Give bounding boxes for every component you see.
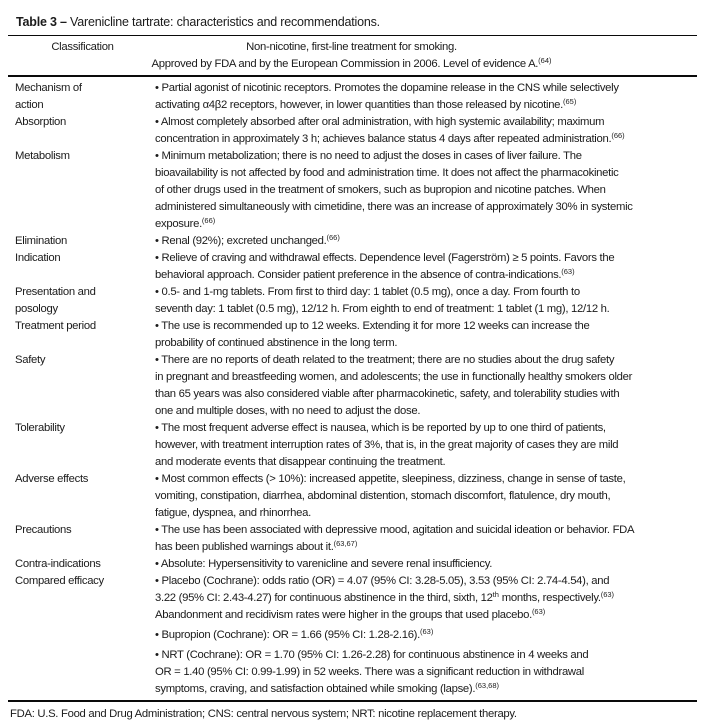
table-row	[0, 233, 703, 250]
row-content	[155, 250, 703, 284]
table-row	[0, 573, 703, 698]
bullet-item	[155, 471, 703, 522]
bullet-item	[155, 250, 703, 284]
row-label-line: Presentation and	[15, 286, 96, 298]
table-row	[0, 148, 703, 233]
row-label-line: Contra-indications	[15, 558, 101, 570]
row-content	[155, 233, 703, 250]
bullet-item	[155, 233, 703, 250]
content-line: administered simultaneously with cimetidine, there was an increase of approximately 30% in systemic	[155, 201, 633, 213]
row-label-line: Treatment period	[15, 320, 96, 332]
table-row	[0, 420, 703, 471]
content-line: • Absolute: Hypersensitivity to varenicline and severe renal insufficiency.	[155, 558, 493, 570]
bullet-item	[155, 318, 703, 352]
content-line: however, with treatment interruption rates of 3%, that is, in the great majority of cases they are mild	[155, 439, 619, 451]
bullet-item	[155, 522, 703, 556]
table-row	[0, 318, 703, 352]
reference-superscript: (63)	[531, 607, 546, 616]
content-line: • Relieve of craving and withdrawal effects. Dependence level (Fagerström) ≥ 5 points. Favors the	[155, 252, 615, 264]
row-label	[0, 284, 155, 318]
row-content	[155, 420, 703, 471]
content-line: concentration in approximately 3 h; achieves balance status 4 days after repeated administration.$^{(66)}$	[155, 131, 625, 145]
content-line: • Placebo (Cochrane): odds ratio (OR) = 4.07 (95% CI: 3.28-5.05), 3.53 (95% CI: 2.74-4.54), and	[155, 575, 610, 587]
content-line: has been published warnings about it.$^{(63,67)}$	[155, 539, 358, 553]
table-row	[0, 471, 703, 522]
content-line: • There are no reports of death related to the treatment; there are no studies about the drug safety	[155, 354, 615, 366]
classification-label: Classification	[51, 41, 114, 53]
content-line: • Minimum metabolization; there is no need to adjust the doses in cases of liver failure. The	[155, 150, 582, 162]
row-label-line: Compared efficacy	[15, 575, 104, 587]
content-line: than 65 years was also considered viable after pharmacokinetic, safety, and tolerability studies with	[155, 388, 620, 400]
bullet-item	[155, 114, 703, 148]
bullet-item	[155, 556, 703, 573]
content-line: bioavailability is not affected by food and administration time. It does not affect the pharmacokinetic	[155, 167, 619, 179]
reference-superscript: (63,67)	[333, 539, 358, 548]
table-number: Table 3 –	[16, 15, 67, 29]
bullet-item	[155, 420, 703, 471]
table-row	[0, 556, 703, 573]
row-label-line: Tolerability	[15, 422, 65, 434]
content-line: and moderate events that disappear continuing the treatment.	[155, 456, 446, 468]
content-line: • The use has been associated with depressive mood, agitation and suicidal ideation or behavior. FDA	[155, 524, 635, 536]
row-content	[155, 573, 703, 698]
content-line: exposure.$^{(66)}$	[155, 216, 216, 230]
classification-value-line1: Non-nicotine, first-line treatment for smoking.	[246, 41, 457, 53]
row-label	[0, 471, 155, 488]
classification-value-line2: Approved by FDA and by the European Commission in 2006. Level of evidence A.$^{(64)}$	[151, 55, 552, 70]
table-title	[0, 0, 703, 35]
content-line: • Most common effects (> 10%): increased appetite, sleepiness, dizziness, change in sense of taste,	[155, 473, 626, 485]
content-line: Abandonment and recidivism rates were higher in the groups that used placebo.$^{(63)}$	[155, 607, 546, 621]
row-label-line: Adverse effects	[15, 473, 89, 485]
content-line: • 0.5- and 1-mg tablets. From first to third day: 1 tablet (0.5 mg), once a day. From fourth to	[155, 286, 580, 298]
content-line: probability of continued abstinence in the long term.	[155, 337, 398, 349]
row-label-line: Absorption	[15, 116, 67, 128]
row-content	[155, 522, 703, 556]
table-row	[0, 284, 703, 318]
table-caption: Varenicline tartrate: characteristics and recommendations.	[66, 15, 380, 29]
content-line: OR = 1.40 (95% CI: 0.99-1.99) in 52 weeks. There was a significant reduction in withdrawal	[155, 666, 584, 678]
content-line: one and multiple doses, with no need to adjust the dose.	[155, 405, 421, 417]
row-content	[155, 80, 703, 114]
reference-superscript: th	[492, 590, 499, 599]
content-line: • Almost completely absorbed after oral administration, with high systemic availability; maximum	[155, 116, 605, 128]
row-label	[0, 352, 155, 369]
table-row	[0, 114, 703, 148]
bullet-item	[155, 647, 703, 698]
row-label-line: Mechanism of	[15, 82, 82, 94]
bullet-item	[155, 148, 703, 233]
row-label	[0, 250, 155, 267]
bullet-item	[155, 284, 703, 318]
content-line: activating α4β2 receptors, however, in lower quantities than those released by nicotine.$^{(65)}$	[155, 97, 577, 111]
row-label	[0, 556, 155, 573]
bullet-item	[155, 573, 703, 624]
content-line: in pregnant and breastfeeding women, and adolescents; the use in functionally healthy smokers older	[155, 371, 633, 383]
row-label	[0, 148, 155, 165]
reference-superscript: (63)	[561, 267, 575, 276]
content-line: fatigue, dyspnea, and rhinorrhea.	[155, 507, 311, 519]
row-label-line: Elimination	[15, 235, 67, 247]
classification-row	[0, 36, 703, 75]
reference-superscript: (65)	[563, 97, 577, 106]
row-label-line: Metabolism	[15, 150, 70, 162]
content-line: • The use is recommended up to 12 weeks. Extending it for more 12 weeks can increase the	[155, 320, 590, 332]
row-content	[155, 318, 703, 352]
row-content	[155, 352, 703, 420]
row-label	[0, 522, 155, 539]
table-row	[0, 250, 703, 284]
content-line: symptoms, craving, and satisfaction obtained while smoking (lapse).$^{(63,68)}$	[155, 681, 499, 695]
row-label	[0, 80, 155, 114]
bullet-item	[155, 627, 703, 644]
content-line: seventh day: 1 tablet (0.5 mg), 12/12 h. From eighth to end of treatment: 1 tablet (1 mg), 12/12 h.	[155, 303, 610, 315]
table-row	[0, 80, 703, 114]
content-line: • NRT (Cochrane): OR = 1.70 (95% CI: 1.26-2.28) for continuous abstinence in 4 weeks and	[155, 649, 589, 661]
row-label-line: Safety	[15, 354, 46, 366]
bullet-item	[155, 80, 703, 114]
content-line: behavioral approach. Consider patient preference in the absence of contra-indications.$^{(63)}$	[155, 267, 575, 281]
reference-superscript: (66)	[201, 216, 216, 225]
table-body	[0, 77, 703, 700]
reference-superscript: (63)	[600, 590, 615, 599]
content-line: • Bupropion (Cochrane): OR = 1.66 (95% CI: 1.28-2.16).$^{(63)}$	[155, 627, 434, 641]
content-line: 3.22 (95% CI: 2.43-4.27) for continuous abstinence in the third, sixth, 12th months, respectively.$^{(63)}$	[155, 590, 615, 604]
bullet-item	[155, 352, 703, 420]
row-label	[0, 233, 155, 250]
row-label-line: Precautions	[15, 524, 72, 536]
row-content	[155, 114, 703, 148]
table-row	[0, 352, 703, 420]
content-line: • Renal (92%); excreted unchanged.$^{(66)}$	[155, 233, 340, 247]
table-row	[0, 522, 703, 556]
reference-superscript: (64)	[538, 55, 552, 65]
row-label-line: Indication	[15, 252, 61, 264]
reference-superscript: (63)	[420, 627, 434, 636]
row-label	[0, 114, 155, 131]
row-content	[155, 148, 703, 233]
row-label-line: posology	[15, 303, 58, 315]
content-line: of other drugs used in the treatment of smokers, such as bupropion and nicotine patches. When	[155, 184, 606, 196]
row-label	[0, 573, 155, 590]
row-content	[155, 556, 703, 573]
content-line: • The most frequent adverse effect is nausea, which is be reported by up to one third of patients,	[155, 422, 606, 434]
content-line: vomiting, constipation, diarrhea, abdominal distention, stomach discomfort, flatulence, dry mouth,	[155, 490, 611, 502]
reference-superscript: (63,68)	[475, 681, 499, 690]
abbreviations-footnote: FDA: U.S. Food and Drug Administration; CNS: central nervous system; NRT: nicotine replacement therapy.	[10, 708, 517, 720]
reference-superscript: (66)	[326, 233, 340, 242]
row-label-line: action	[15, 99, 44, 111]
row-content	[155, 284, 703, 318]
row-label	[0, 420, 155, 437]
row-content	[155, 471, 703, 522]
content-line: • Partial agonist of nicotinic receptors. Promotes the dopamine release in the CNS while selectively	[155, 82, 619, 94]
reference-superscript: (66)	[611, 131, 625, 140]
row-label	[0, 318, 155, 335]
